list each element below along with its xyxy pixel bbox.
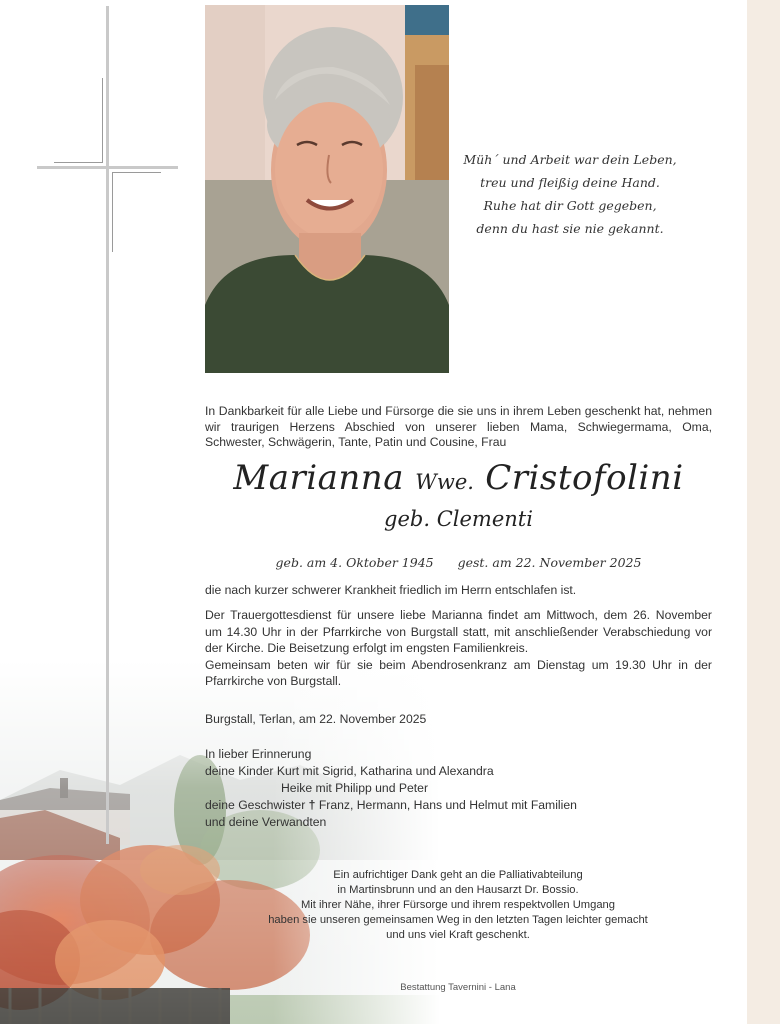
intro-line: Schwester, Schwägerin, Tante, Patin und Cousine, Frau: [205, 435, 507, 449]
place-date: [205, 712, 712, 728]
mourners-line: Heike mit Philipp und Peter: [281, 781, 428, 795]
quote-line: treu und fleißig deine Hand.: [480, 175, 660, 190]
mourners-list: [205, 746, 712, 831]
thanks-line: in Martinsbrunn und an den Hausarzt Dr. Bossio.: [337, 884, 579, 896]
side-strip: [747, 0, 780, 1024]
quote-line: Ruhe hat dir Gott gegeben,: [483, 198, 657, 213]
passing-line: die nach kurzer schwerer Krankheit friedlich im Herrn entschlafen ist.: [205, 583, 577, 597]
mourners-line-siblings: [205, 797, 712, 814]
siblings-names: Franz, Hermann, Hans und Helmut mit Familien: [318, 798, 577, 812]
service-line: Gemeinsam beten wir für sie beim Abendrosenkranz am Dienstag um 19.30 Uhr in der: [205, 657, 712, 672]
dagger-icon: †: [308, 798, 316, 812]
death-date: gest. am 22. November 2025: [457, 555, 642, 570]
intro-line: In Dankbarkeit für alle Liebe und Fürsorge die sie uns in ihrem Leben geschenkt hat, nehmen: [205, 404, 712, 418]
memorial-quote: [455, 148, 685, 240]
life-dates: [205, 555, 712, 570]
mourners-line: und deine Verwandten: [205, 815, 327, 829]
birth-date: geb. am 4. Oktober 1945: [275, 555, 434, 570]
mourners-heading: In lieber Erinnerung: [205, 747, 312, 761]
deceased-name: [205, 458, 712, 498]
service-line: um 14.30 Uhr in der Pfarrkirche von Burgstall statt, mit anschließender Verabschiedung vor: [205, 624, 712, 639]
thanks-line: und uns viel Kraft geschenkt.: [386, 929, 530, 941]
service-paragraph: [205, 607, 712, 690]
thanks-line: Ein aufrichtiger Dank geht an die Palliativabteilung: [333, 869, 583, 881]
widow-abbreviation: Wwe.: [415, 470, 474, 494]
undertaker-credit: Bestattung Tavernini - Lana: [400, 982, 516, 993]
siblings-prefix: deine Geschwister: [205, 798, 306, 812]
intro-line: wir traurigen Herzens Abschied von unserer lieben Mama, Schwiegermama, Oma,: [205, 419, 712, 434]
intro-paragraph: [205, 404, 712, 451]
first-name: Marianna: [233, 458, 404, 498]
mourners-line: deine Kinder Kurt mit Sigrid, Katharina und Alexandra: [205, 764, 494, 778]
place-date-line: Burgstall, Terlan, am 22. November 2025: [205, 712, 427, 726]
maiden-name: geb. Clementi: [384, 507, 533, 531]
service-line: Der Trauergottesdienst für unsere liebe Marianna findet am Mittwoch, dem 26. November: [205, 608, 712, 622]
quote-line: Müh´ und Arbeit war dein Leben,: [463, 152, 677, 167]
last-name: Cristofolini: [485, 458, 684, 498]
quote-line: denn du hast sie nie gekannt.: [476, 221, 664, 236]
passing-text: [205, 583, 712, 599]
thanks-line: haben sie unseren gemeinsamen Weg in den letzten Tagen leichter gemacht: [268, 914, 648, 926]
service-line: Pfarrkirche von Burgstall.: [205, 674, 342, 688]
thanks-paragraph: [230, 868, 686, 943]
portrait-photo: [205, 5, 449, 373]
thanks-line: Mit ihrer Nähe, ihrer Fürsorge und ihrem respektvollen Umgang: [300, 899, 615, 911]
service-line: der Kirche. Die Beisetzung erfolgt im engsten Familienkreis.: [205, 641, 529, 655]
